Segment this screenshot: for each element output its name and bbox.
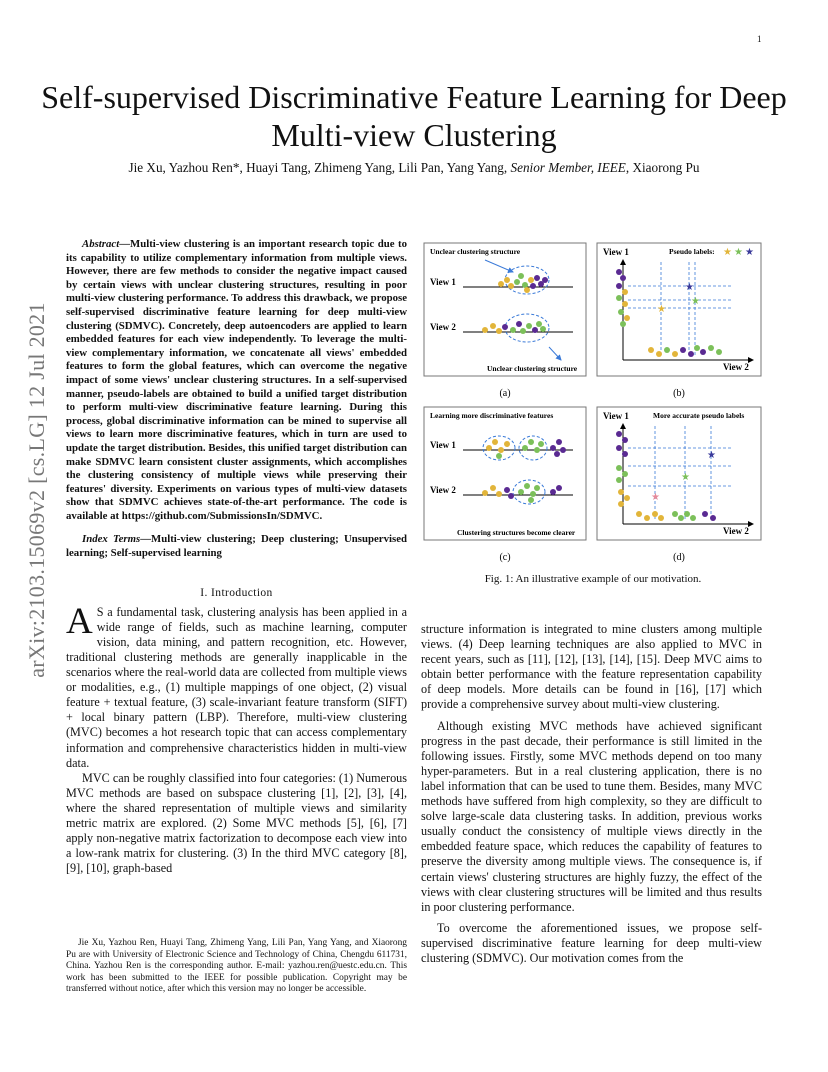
svg-text:★: ★ [651,492,660,503]
svg-text:★: ★ [681,472,690,483]
affiliation-footnote: Jie Xu, Yazhou Ren, Huayi Tang, Zhimeng Yang, Lili Pan, Yang Yang, and Xiaorong Pu are with University of Electronic Science and Technology of China, Chengdu 611731, China. Yazhou Ren is the corresponding author. E-mail: yazhou.ren@uestc.edu.cn. This work has been submitted to the IEEE for possible publication. Copyright may be transferred without notice, after which this version may no longer be accessible. [66,938,407,995]
right-paragraph-3: To overcome the aforementioned issues, we propose self-supervised discriminative feature learning for deep multi-view clustering (SDMVC). Our motivation comes from the [421,920,762,965]
authors-names: Jie Xu, Yazhou Ren*, Huayi Tang, Zhimeng Yang, Lili Pan, Yang Yang, [128,160,511,175]
panel-b-pseudo-label: Pseudo labels: [669,247,715,256]
panel-c-view2-label: View 2 [430,485,456,495]
panel-d [597,407,761,540]
panel-c-bottom-label: Clustering structures become clearer [457,528,576,537]
panel-b-view1-label: View 1 [603,247,629,257]
authors-membership: Senior Member, IEEE [510,160,626,175]
panel-a-bottom-label: Unclear clustering structure [487,364,578,373]
right-paragraph-2: Although existing MVC methods have achieved significant progress in the past decade, their performance is still limited in the following issues. Firstly, some MVC methods depend on too many hyper-parameters. But in a real clustering application, there is no label information that can be used to tune them. Besides, many MVC methods have suffered from high complexity, so they are difficult to solve large-scale data clustering tasks. In addition, previous works usually conduct the consistency of multiple views directly in the embedded feature space, which reduces the capability of features to preserve the diversity among multiple views. The consequence is, if certain views' clustering structures are highly fuzzy, the effect of the views with clear clustering structures will be limited and thus results in poor clustering performance. [421,718,762,914]
panel-a-view1-label: View 1 [430,277,456,287]
panel-a-top-label: Unclear clustering structure [430,247,521,256]
panel-b [597,243,761,376]
svg-text:★: ★ [685,282,694,293]
figure-1 [423,242,763,588]
sublabel-a: (a) [499,388,511,399]
sublabel-d: (d) [673,552,685,563]
right-column [421,622,762,966]
svg-text:★: ★ [691,296,700,307]
abstract [66,238,407,523]
svg-text:★: ★ [745,247,754,258]
index-terms-text: —Multi-view clustering; Deep clustering; Unsupervised learning; Self-supervised learning [66,533,407,560]
right-paragraph-1: structure information is integrated to mine clusters among multiple views. (4) Deep learning techniques are also applied to MVC in recent years, such as [11], [12], [13], [14], [15]. Deep MVC aims to obtain better performance with the feature representation capability of deep models. More details can be found in [16], [17] which provide a comprehensive survey about multi-view clustering. [421,622,762,712]
panel-b-view2-label: View 2 [723,362,749,372]
intro-paragraph-2: MVC can be roughly classified into four categories: (1) Numerous MVC methods are based on subspace clustering [1], [2], [3], [4], where the shared representation of multiple views and similarity metric matrix are explored. (2) Some MVC methods [5], [6], [7] apply non-negative matrix factorization to decompose each view into a low-rank matrix for clustering. (3) In the third MVC category [8], [9], [10], graph-based [66,770,407,876]
drop-cap: A [66,600,93,642]
author-list [40,160,788,176]
intro-paragraph-1 [66,600,407,771]
panel-c-view1-label: View 1 [430,440,456,450]
panel-c-top-label: Learning more discriminative features [430,411,554,420]
figure-1-caption: Fig. 1: An illustrative example of our motivation. [484,573,702,585]
panel-c [424,407,586,540]
abstract-label: Abstract [82,238,120,250]
index-terms [66,533,407,560]
intro-paragraph-1-text: S a fundamental task, clustering analysis has been applied in a wide range of fields, such as machine learning, computer vision, data mining, and pattern recognition, etc. However, traditional clustering methods are generally inapplicable in the scenarios where the real-world data are collected from multiple views or modalities, e.g., (1) multiple mappings of one object, (2) visual feature + textual feature, (3) scale-invariant feature transform (SIFT) + local binary pattern (LBP). Therefore, multi-view clustering (MVC) becomes a hot research topic that can access complementary information and comprehensive characteristics hidden in multi-view data. [66,604,407,770]
sublabel-b: (b) [673,388,685,399]
sublabel-c: (c) [499,552,511,563]
index-terms-label: Index Terms [82,533,141,546]
page-number: 1 [757,34,762,44]
svg-text:★: ★ [734,247,743,258]
section-heading-introduction: I. Introduction [200,586,273,599]
abstract-text: —Multi-view clustering is an important research topic due to its capability to utilize complementary information from multiple views. However, there are few methods to consider the negative impact caused by certain views with unclear clustering structures, resulting in poor multi-view clustering performance. To address this drawback, we propose self-supervised discriminative feature learning for deep multi-view clustering (SDMVC). Concretely, deep autoencoders are applied to learn embedded features for each view independently. To leverage the multi-view complementary information, we concatenate all views' embedded features to form the global features, which can overcome the negative impact of some views' unclear clustering structures. In a self-supervised manner, pseudo-labels are obtained to build a unified target distribution to perform multi-view discriminative feature learning. During this process, global discriminative information can be mined to supervise all views to learn more discriminative features, which in turn are used to update the target distribution. Besides, this unified target distribution can make SDMVC learn consistent cluster assignments, which accomplishes the clustering consistency of multiple views while preserving their features' diversity. Experiments on various types of multi-view datasets show that SDMVC achieves state-of-the-art performance. The code is available at https://github.com/SubmissionsIn/SDMVC. [66,238,407,522]
svg-text:★: ★ [707,450,716,461]
left-column [66,238,407,876]
arxiv-stamp [22,300,52,680]
panel-a-view2-label: View 2 [430,322,456,332]
panel-d-view1-label: View 1 [603,411,629,421]
paper-title: Self-supervised Discriminative Feature Learning for Deep Multi-view Clustering [41,79,787,153]
svg-text:★: ★ [657,304,666,315]
panel-a [424,243,586,376]
authors-last: , Xiaorong Pu [625,160,700,175]
panel-d-top-label: More accurate pseudo labels [653,411,745,420]
arxiv-stamp-text: arXiv:2103.15069v2 [cs.LG] 12 Jul 2021 [24,302,49,678]
figure-1-graphic [423,242,763,572]
svg-text:★: ★ [723,247,732,258]
panel-d-view2-label: View 2 [723,526,749,536]
